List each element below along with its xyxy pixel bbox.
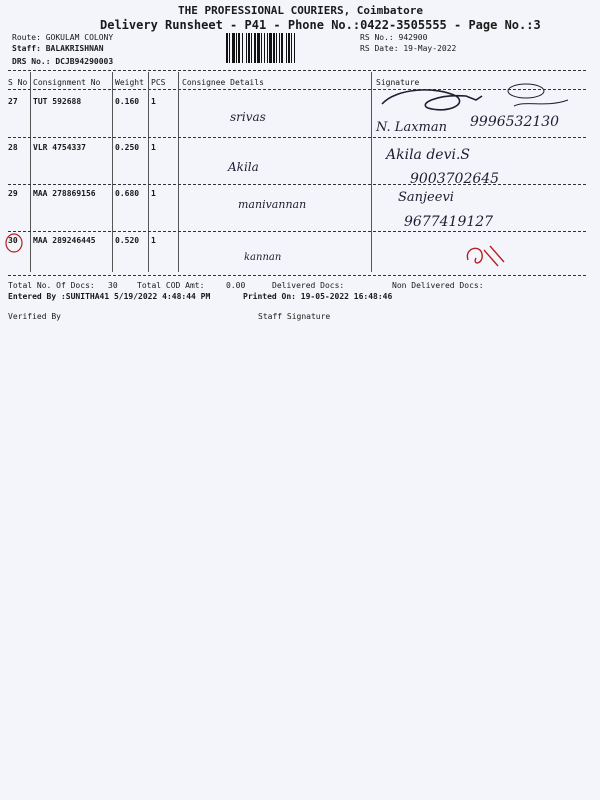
row-weight: 0.160: [115, 97, 140, 106]
row-divider: [8, 137, 586, 138]
row-weight: 0.250: [115, 143, 140, 152]
col-consignment: Consignment No: [33, 78, 101, 87]
staff-signature-label: Staff Signature: [258, 312, 331, 321]
consignee-handwriting: kannan: [244, 252, 282, 263]
total-docs-label: Total No. Of Docs:: [8, 281, 95, 290]
row-sno: 29: [8, 189, 18, 198]
row-consignment: TUT 592688: [33, 97, 82, 106]
signature-phone: 9003702645: [410, 171, 500, 187]
barcode-stripe: [295, 33, 297, 63]
col-separator: [148, 72, 149, 272]
rs-number: RS No.: 942900: [360, 33, 428, 42]
runsheet-subtitle: Delivery Runsheet - P41 - Phone No.:0422-3505555 - Page No.:3: [100, 18, 541, 32]
col-separator: [112, 72, 113, 272]
col-separator: [178, 72, 179, 272]
col-pcs: PCS: [151, 78, 166, 87]
total-cod-value: 0.00: [226, 281, 246, 290]
consignee-handwriting: manivannan: [238, 198, 307, 211]
row-divider: [8, 231, 586, 232]
total-docs-value: 30: [108, 281, 118, 290]
row-weight: 0.680: [115, 189, 140, 198]
row-weight: 0.520: [115, 236, 140, 245]
table-bottom: [8, 275, 586, 276]
verified-by: Verified By: [8, 312, 61, 321]
row-pcs: 1: [151, 143, 156, 152]
signature-phone: 9677419127: [404, 214, 494, 230]
company-title: THE PROFESSIONAL COURIERS, Coimbatore: [178, 4, 424, 17]
col-consignee: Consignee Details: [182, 78, 264, 87]
row-consignment: MAA 278869156: [33, 189, 96, 198]
row-divider: [8, 184, 586, 185]
rs-date: RS Date: 19-May-2022: [360, 44, 457, 53]
entered-by: Entered By :SUNITHA41 5/19/2022 4:48:44 PM: [8, 292, 211, 301]
consignee-handwriting: Akila: [228, 160, 259, 174]
signature-name: Sanjeevi: [398, 190, 454, 205]
row-pcs: 1: [151, 236, 156, 245]
signature-phone: 9996532130: [470, 114, 560, 130]
printed-on: Printed On: 19-05-2022 16:48:46: [243, 292, 393, 301]
row-consignment: VLR 4754337: [33, 143, 86, 152]
row-consignment: MAA 289246445: [33, 236, 96, 245]
col-separator: [30, 72, 31, 272]
col-sno: S No: [8, 78, 28, 87]
route-label: Route: GOKULAM COLONY: [12, 33, 114, 42]
consignee-handwriting: srivas: [230, 110, 266, 124]
red-initial-mark: [460, 238, 510, 272]
delivered-docs-label: Delivered Docs:: [272, 281, 345, 290]
staff-label: Staff: BALAKRISHNAN: [12, 44, 104, 53]
total-cod-label: Total COD Amt:: [137, 281, 205, 290]
col-weight: Weight: [115, 78, 144, 87]
row-sno: 27: [8, 97, 18, 106]
row-pcs: 1: [151, 189, 156, 198]
header-divider: [8, 70, 586, 71]
signature-name: N. Laxman: [376, 120, 447, 135]
col-separator: [371, 72, 372, 272]
row-pcs: 1: [151, 97, 156, 106]
row-sno: 28: [8, 143, 18, 152]
non-delivered-docs-label: Non Delivered Docs:: [392, 281, 484, 290]
barcode: [226, 33, 346, 63]
drs-number: DRS No.: DCJB94290003: [12, 57, 114, 66]
signature-name: Akila devi.S: [386, 147, 471, 163]
col-signature: Signature: [376, 78, 420, 87]
row-sno: 30: [8, 236, 18, 245]
